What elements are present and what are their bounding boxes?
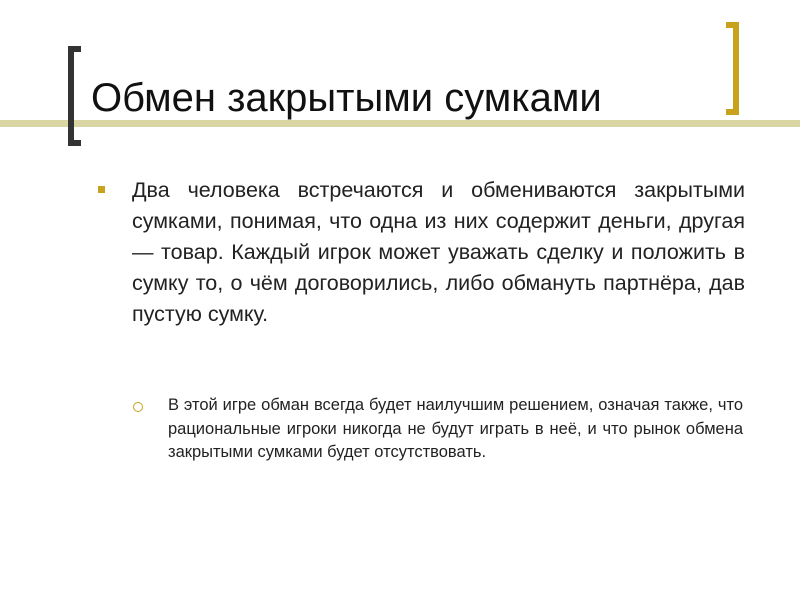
title-accent-bar (0, 120, 800, 127)
right-bracket-decoration (726, 22, 739, 115)
main-bullet-text: Два человека встречаются и обмениваются закрытыми сумками, понимая, что одна из них содержит деньги, другая — товар. Каждый игрок может уважать сделку и положить в сумку то, о чём договорились, либо обмануть партнёра, дав пустую сумку. (132, 178, 745, 326)
slide-title: Обмен закрытыми сумками (91, 76, 602, 120)
left-bracket-decoration (68, 46, 81, 146)
square-bullet-icon (98, 186, 105, 193)
sub-bullet-text: В этой игре обман всегда будет наилучшим решением, означая также, что рациональные игроки никогда не будут играть в неё, и что рынок обмена закрытыми сумками будет отсутствовать. (168, 396, 743, 461)
circle-bullet-icon (133, 402, 143, 412)
